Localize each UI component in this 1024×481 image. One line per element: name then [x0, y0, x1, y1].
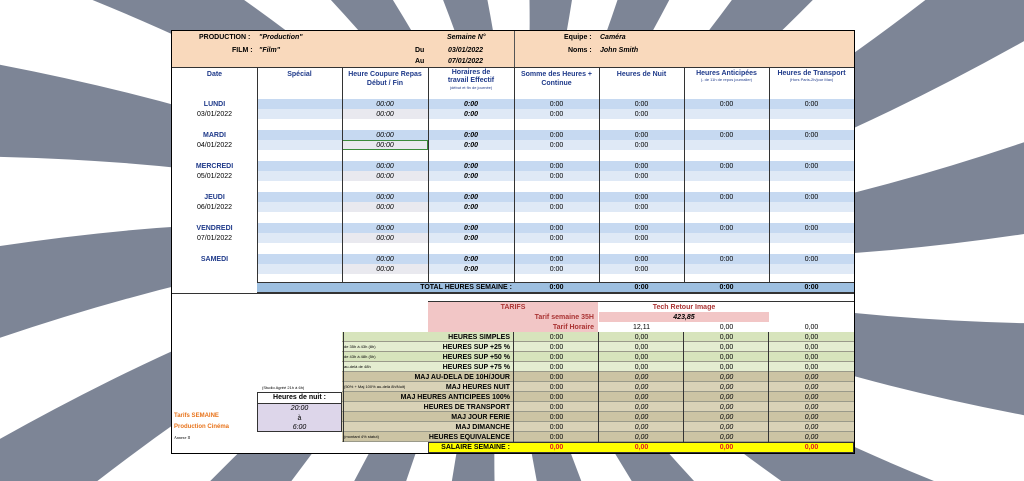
day-name: VENDREDI [196, 224, 233, 232]
day-cell-ant: 0:00 [684, 130, 769, 140]
au-label: Au [415, 58, 425, 65]
tech-retour-label: Tech Retour Image [652, 303, 716, 311]
summary-note: de 35h à 43h (8h) [344, 344, 376, 349]
summary-value: 0,00 [719, 363, 734, 371]
summary-value: 0,00 [634, 423, 649, 431]
day-cell-special[interactable] [257, 99, 342, 109]
summary-label: HEURES EQUIVALENCE [428, 433, 510, 441]
summary-value: 0:00 [549, 333, 564, 341]
day-cell-effectif[interactable]: 0:00 [428, 171, 514, 181]
day-cell-somme: 0:00 [514, 223, 599, 233]
day-cell-ant: 0:00 [684, 223, 769, 233]
du-value[interactable]: 03/01/2022 [448, 47, 484, 54]
summary-value: 0,00 [719, 423, 734, 431]
summary-value: 0,00 [719, 373, 734, 381]
total-anticipees: 0:00 [719, 284, 734, 291]
summary-value: 0,00 [634, 373, 649, 381]
day-date [172, 264, 257, 274]
total-transport: 0:00 [804, 284, 819, 291]
day-cell-special[interactable] [257, 192, 342, 202]
day-cell-effectif[interactable]: 0:00 [428, 140, 514, 150]
day-cell-coupure[interactable]: 00:00 [342, 264, 428, 274]
summary-note: (50% + Maj 100% au-delà 8h/Nuit) [344, 384, 406, 389]
day-rows [172, 96, 854, 282]
col-anticipees-wrap [684, 68, 769, 96]
footer-annexe: Annexe II [174, 435, 191, 440]
salaire-label: SALAIRE SEMAINE : [441, 444, 510, 451]
summary-value: 0:00 [549, 343, 564, 351]
day-name: MERCREDI [195, 162, 234, 170]
day-date: 04/01/2022 [196, 141, 233, 149]
day-cell-special[interactable] [257, 130, 342, 140]
summary-value: 0:00 [549, 383, 564, 391]
day-cell-special[interactable] [257, 140, 342, 150]
noms-value[interactable]: John Smith [600, 47, 639, 54]
day-cell-effectif[interactable]: 0:00 [428, 233, 514, 243]
day-cell-somme: 0:00 [514, 192, 599, 202]
day-name: LUNDI [203, 100, 226, 108]
summary-value: 0,00 [634, 333, 649, 341]
col-nuit: Heures de Nuit [616, 70, 667, 78]
col-special: Spécial [287, 70, 312, 78]
tarif-horaire-value: 12,11 [633, 323, 650, 331]
day-cell-effectif[interactable]: 0:00 [428, 99, 514, 109]
film-value[interactable]: "Film" [259, 47, 281, 54]
summary-value: 0,00 [804, 343, 819, 351]
day-cell-coupure[interactable]: 00:00 [342, 140, 428, 150]
summary-value: 0,00 [804, 383, 819, 391]
summary-value: 0,00 [804, 423, 819, 431]
day-cell-ant [684, 171, 769, 181]
total-somme: 0:00 [549, 284, 564, 291]
equipe-value[interactable]: Caméra [600, 34, 626, 41]
summary-value: 0:00 [549, 393, 564, 401]
day-cell-somme: 0:00 [514, 254, 599, 264]
day-name: SAMEDI [200, 255, 229, 263]
day-cell-somme: 0:00 [514, 233, 599, 243]
night-end[interactable]: 6:00 [292, 424, 307, 431]
du-label: Du [415, 47, 425, 54]
day-cell-special[interactable] [257, 254, 342, 264]
summary-label: HEURES DE TRANSPORT [423, 403, 510, 411]
day-cell-trans: 0:00 [769, 223, 854, 233]
night-start[interactable]: 20:00 [290, 405, 309, 412]
tarif-horaire-label: Tarif Horaire [552, 323, 594, 331]
summary-value: 0,00 [804, 373, 819, 381]
day-name: JEUDI [204, 193, 225, 201]
day-cell-nuit: 0:00 [599, 233, 684, 243]
summary-value: 0,00 [719, 333, 734, 341]
day-cell-trans [769, 202, 854, 212]
day-cell-nuit: 0:00 [599, 109, 684, 119]
day-cell-trans: 0:00 [769, 130, 854, 140]
footer-tarifs: Tarifs SEMAINE [174, 413, 219, 419]
col-transport-sub: (Hors Paris-2h/jour Max) [789, 77, 834, 82]
night-hours-title: Heures de nuit : [258, 393, 341, 404]
col-effectif-wrap [428, 68, 514, 96]
summary-label: HEURES SUP +75 % [442, 363, 510, 371]
tarif-horaire-c3: 0,00 [719, 323, 734, 331]
tarif-horaire-c4: 0,00 [804, 323, 819, 331]
summary-value: 0,00 [634, 393, 649, 401]
col-anticipees-sub: (- de 11h de repos journalier) [700, 77, 753, 82]
summary-note: de 43h à 48h (5h) [344, 354, 376, 359]
day-cell-coupure[interactable]: 00:00 [342, 161, 428, 171]
col-anticipees: Heures Anticipées [696, 70, 757, 77]
footer-production: Production Cinéma [174, 424, 230, 430]
salaire-value: 0,00 [719, 444, 734, 451]
summary-note: (montant 4% statut) [344, 434, 379, 439]
nuit-note: (Studio Agréé 21h à 6h) [262, 385, 305, 390]
summary-value: 0:00 [549, 373, 564, 381]
day-cell-trans: 0:00 [769, 161, 854, 171]
day-cell-nuit: 0:00 [599, 171, 684, 181]
day-date: 07/01/2022 [196, 234, 233, 242]
day-cell-special[interactable] [257, 171, 342, 181]
day-cell-trans [769, 109, 854, 119]
salaire-value: 0,00 [634, 444, 649, 451]
day-cell-effectif[interactable]: 0:00 [428, 254, 514, 264]
summary-value: 0:00 [549, 423, 564, 431]
day-cell-nuit: 0:00 [599, 130, 684, 140]
summary-value: 0,00 [719, 413, 734, 421]
film-label: FILM : [232, 47, 253, 54]
day-cell-somme: 0:00 [514, 140, 599, 150]
col-transport: Heures de Transport [777, 70, 846, 77]
day-cell-trans: 0:00 [769, 99, 854, 109]
day-cell-effectif[interactable]: 0:00 [428, 192, 514, 202]
summary-value: 0:00 [549, 363, 564, 371]
summary-value: 0,00 [634, 353, 649, 361]
salaire-value: 0,00 [804, 444, 819, 451]
day-cell-special[interactable] [257, 161, 342, 171]
summary-label: MAJ HEURES ANTICIPEES 100% [400, 393, 510, 401]
day-cell-nuit: 0:00 [599, 254, 684, 264]
day-cell-coupure[interactable]: 00:00 [342, 254, 428, 264]
day-cell-ant [684, 264, 769, 274]
day-cell-trans [769, 264, 854, 274]
day-cell-somme: 0:00 [514, 109, 599, 119]
day-cell-somme: 0:00 [514, 264, 599, 274]
summary-value: 0,00 [804, 403, 819, 411]
day-cell-somme: 0:00 [514, 202, 599, 212]
day-cell-ant [684, 233, 769, 243]
day-cell-effectif[interactable]: 0:00 [428, 264, 514, 274]
day-cell-special[interactable] [257, 202, 342, 212]
total-label: TOTAL HEURES SEMAINE : [420, 284, 512, 291]
day-cell-special[interactable] [257, 264, 342, 274]
summary-value: 0,00 [719, 383, 734, 391]
tarif-semaine-label: Tarif semaine 35H [534, 313, 594, 321]
col-date: Date [206, 70, 223, 78]
salaire-value: 0,00 [549, 444, 564, 451]
day-cell-special[interactable] [257, 109, 342, 119]
day-cell-ant: 0:00 [684, 99, 769, 109]
night-sep: à [297, 415, 302, 422]
day-cell-coupure[interactable]: 00:00 [342, 192, 428, 202]
day-cell-trans: 0:00 [769, 192, 854, 202]
day-cell-ant: 0:00 [684, 192, 769, 202]
day-cell-trans [769, 171, 854, 181]
day-cell-nuit: 0:00 [599, 161, 684, 171]
day-cell-ant [684, 109, 769, 119]
day-cell-effectif[interactable]: 0:00 [428, 161, 514, 171]
summary-value: 0,00 [634, 413, 649, 421]
summary-label: HEURES SUP +25 % [442, 343, 510, 351]
summary-value: 0:00 [549, 413, 564, 421]
day-date: 03/01/2022 [196, 110, 233, 118]
summary-label: HEURES SUP +50 % [442, 353, 510, 361]
col-transport-wrap [769, 68, 854, 96]
day-cell-nuit: 0:00 [599, 223, 684, 233]
day-name: MARDI [203, 131, 226, 139]
day-cell-special[interactable] [257, 223, 342, 233]
day-cell-somme: 0:00 [514, 99, 599, 109]
tarif-semaine-value[interactable]: 423,85 [673, 313, 695, 321]
summary-value: 0,00 [634, 343, 649, 351]
au-value[interactable]: 07/01/2022 [448, 58, 484, 65]
summary-value: 0,00 [804, 333, 819, 341]
day-cell-ant: 0:00 [684, 254, 769, 264]
day-cell-effectif[interactable]: 0:00 [428, 202, 514, 212]
summary-label: MAJ DIMANCHE [455, 423, 510, 431]
day-cell-ant [684, 140, 769, 150]
day-cell-nuit: 0:00 [599, 192, 684, 202]
production-label: PRODUCTION : [199, 34, 251, 41]
day-cell-nuit: 0:00 [599, 140, 684, 150]
summary-note: au-delà de 48h [344, 364, 371, 369]
day-cell-somme: 0:00 [514, 171, 599, 181]
day-cell-coupure[interactable]: 00:00 [342, 202, 428, 212]
summary-value: 0,00 [719, 353, 734, 361]
summary-value: 0,00 [719, 433, 734, 441]
summary-label: MAJ HEURES NUIT [445, 383, 510, 391]
night-hours-box [257, 392, 342, 432]
day-cell-trans [769, 140, 854, 150]
day-cell-effectif[interactable]: 0:00 [428, 109, 514, 119]
day-cell-coupure[interactable]: 00:00 [342, 99, 428, 109]
summary-label: MAJ AU-DELA DE 10H/JOUR [414, 373, 510, 381]
summary-value: 0:00 [549, 353, 564, 361]
col-coupure: Heure Coupure Repas Début / Fin [348, 71, 422, 87]
day-cell-trans [769, 233, 854, 243]
summary-value: 0,00 [634, 363, 649, 371]
total-nuit: 0:00 [634, 284, 649, 291]
day-cell-trans: 0:00 [769, 254, 854, 264]
day-date: 06/01/2022 [196, 203, 233, 211]
day-cell-effectif[interactable]: 0:00 [428, 223, 514, 233]
summary-label: MAJ JOUR FERIE [451, 413, 510, 421]
summary-value: 0:00 [549, 433, 564, 441]
summary-rows [342, 332, 854, 454]
day-cell-nuit: 0:00 [599, 264, 684, 274]
day-cell-coupure[interactable]: 00:00 [342, 171, 428, 181]
col-somme: Somme des Heures + Continue [520, 71, 592, 87]
summary-value: 0:00 [549, 403, 564, 411]
day-cell-ant: 0:00 [684, 161, 769, 171]
summary-value: 0,00 [804, 433, 819, 441]
col-effectif-sub: (début et fin de journée) [449, 85, 493, 90]
summary-value: 0,00 [719, 343, 734, 351]
day-cell-effectif[interactable]: 0:00 [428, 130, 514, 140]
summary-value: 0,00 [634, 383, 649, 391]
day-cell-coupure[interactable]: 00:00 [342, 223, 428, 233]
summary-value: 0,00 [634, 403, 649, 411]
semaine-label: Semaine N° [447, 34, 486, 41]
tarifs-title: TARIFS [500, 303, 526, 311]
day-cell-coupure[interactable]: 00:00 [342, 130, 428, 140]
summary-value: 0,00 [804, 353, 819, 361]
equipe-label: Equipe : [564, 34, 592, 41]
summary-value: 0,00 [634, 433, 649, 441]
summary-label: HEURES SIMPLES [448, 333, 510, 341]
summary-value: 0,00 [719, 393, 734, 401]
summary-value: 0,00 [804, 363, 819, 371]
day-cell-ant [684, 202, 769, 212]
noms-label: Noms : [568, 47, 592, 54]
day-cell-nuit: 0:00 [599, 99, 684, 109]
col-effectif: Horaires de travail Effectif [447, 69, 495, 84]
day-cell-nuit: 0:00 [599, 202, 684, 212]
summary-value: 0,00 [804, 393, 819, 401]
day-cell-coupure[interactable]: 00:00 [342, 109, 428, 119]
day-cell-somme: 0:00 [514, 161, 599, 171]
summary-value: 0,00 [804, 413, 819, 421]
day-cell-special[interactable] [257, 233, 342, 243]
timesheet [171, 30, 855, 454]
day-cell-coupure[interactable]: 00:00 [342, 233, 428, 243]
production-value[interactable]: "Production" [259, 34, 303, 41]
day-date: 05/01/2022 [196, 172, 233, 180]
day-cell-somme: 0:00 [514, 130, 599, 140]
summary-value: 0,00 [719, 403, 734, 411]
